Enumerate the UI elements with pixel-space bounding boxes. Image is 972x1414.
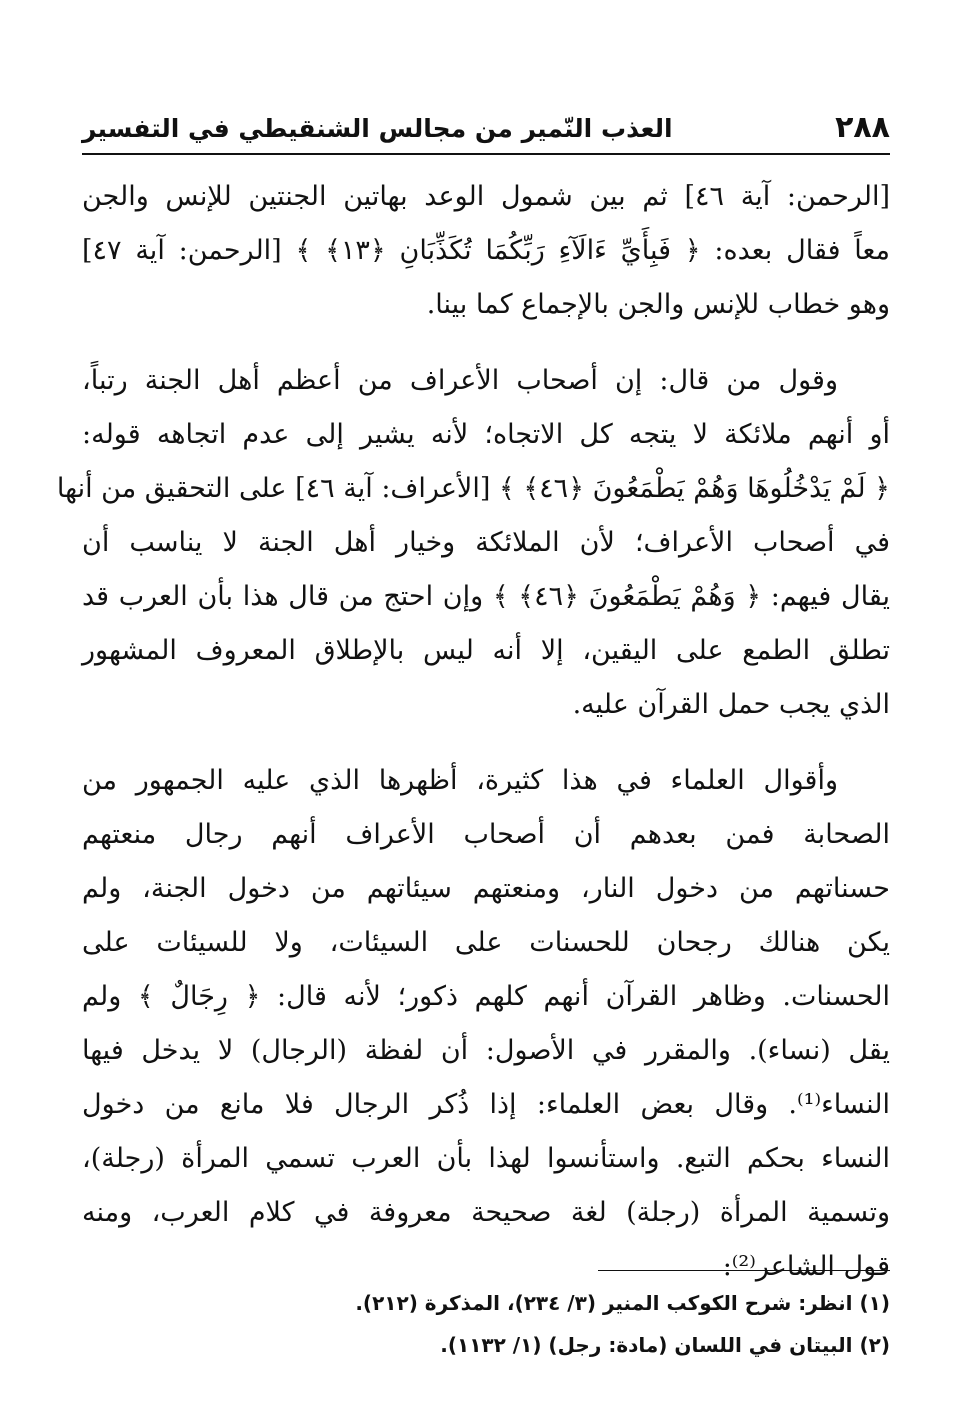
paragraph-gap	[82, 332, 890, 354]
page-header	[82, 108, 890, 152]
running-title: العذب النّمير من مجالس الشنقيطي في التفسير	[82, 114, 673, 143]
footnote-1: (١) انظر: شرح الكوكب المنير (٣/ ٢٣٤)، المذكرة (٢١٢).	[355, 1291, 890, 1315]
text-line: يكن هنالك رجحان للحسنات على السيئات، ولا للسيئات على	[82, 927, 890, 958]
text-line: وقول من قال: إن أصحاب الأعراف من أعظم أهل الجنة رتباً،	[82, 365, 838, 396]
text-line: وتسمية المرأة (رجلة) لغة صحيحة معروفة في كلام العرب، ومنه	[82, 1197, 890, 1228]
text-line: حسناتهم من دخول النار، ومنعتهم سيئاتهم من دخول الجنة، ولم	[82, 873, 890, 904]
text-line: النساء⁽¹⁾. وقال بعض العلماء: إذا ذُكر الرجال فلا مانع من دخول	[82, 1089, 890, 1120]
text-line: أو أنهم ملائكة لا يتجه كل الاتجاه؛ لأنه يشير إلى عدم اتجاهه قوله:	[82, 419, 890, 450]
header-divider	[82, 153, 890, 155]
text-line: الذي يجب حمل القرآن عليه.	[572, 689, 890, 720]
text-line: تطلق الطمع على اليقين، إلا أنه ليس بالإطلاق المعروف المشهور	[82, 635, 890, 666]
footnotes	[82, 1282, 890, 1366]
text-line: قول الشاعر⁽²⁾:	[722, 1251, 890, 1282]
text-line: الحسنات. وظاهر القرآن أنهم كلهم ذكور؛ لأنه قال: ﴿ رِجَالٌ ﴾ ولم	[82, 981, 890, 1012]
text-line: الصحابة فمن بعدهم أن أصحاب الأعراف أنهم رجال منعتهم	[82, 819, 890, 850]
text-line: [الرحمن: آية ٤٦] ثم بين شمول الوعد بهاتين الجنتين للإنس والجن	[82, 181, 890, 212]
text-line: معاً فقال بعده: ﴿ فَبِأَيِّ ءَالَآءِ رَبِّكُمَا تُكَذِّبَانِ ﴿١٣﴾ ﴾ [الرحمن: آية ٤٧]	[82, 235, 890, 266]
text-line: في أصحاب الأعراف؛ لأن الملائكة وخيار أهل الجنة لا يناسب أن	[82, 527, 890, 558]
text-line: وهو خطاب للإنس والجن بالإجماع كما بينا.	[426, 289, 890, 320]
text-line: وأقوال العلماء في هذا كثيرة، أظهرها الذي عليه الجمهور من	[82, 765, 838, 796]
text-line: ﴿ لَمْ يَدْخُلُوهَا وَهُمْ يَطْمَعُونَ ﴿٤٦﴾ ﴾ [الأعراف: آية ٤٦] على التحقيق من أنها	[56, 473, 890, 504]
text-line: النساء بحكم التبع. واستأنسوا لهذا بأن العرب تسمي المرأة (رجلة)،	[82, 1143, 890, 1174]
text-line: يقل (نساء). والمقرر في الأصول: أن لفظة (الرجال) لا يدخل فيها	[82, 1035, 890, 1066]
page-number: ٢٨٨	[835, 110, 890, 145]
text-line: يقال فيهم: ﴿ وَهُمْ يَطْمَعُونَ ﴿٤٦﴾ ﴾ وإن احتج من قال هذا بأن العرب قد	[82, 581, 890, 612]
paragraph-gap	[82, 732, 890, 754]
footnote-2: (٢) البيتان في اللسان (مادة: رجل) (١/ ١١٣٢).	[440, 1333, 890, 1357]
footnote-divider	[598, 1270, 890, 1271]
body-text	[56, 170, 890, 1294]
